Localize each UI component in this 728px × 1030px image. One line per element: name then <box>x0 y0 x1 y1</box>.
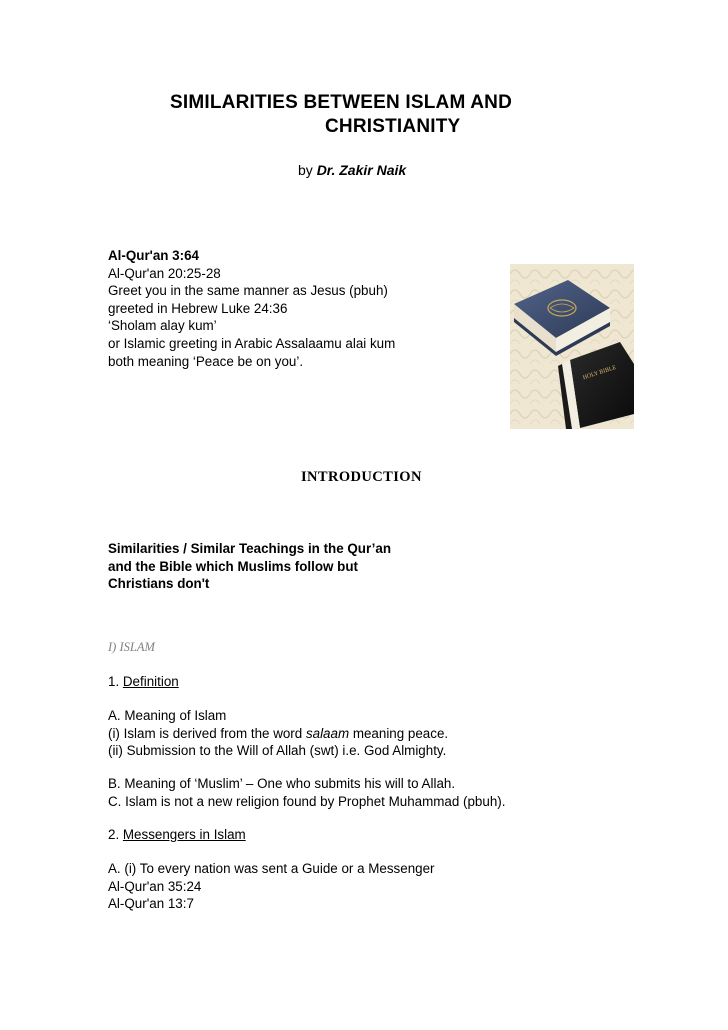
messengers-block <box>108 860 435 913</box>
definition-bc-block <box>108 775 505 810</box>
subtitle-line: Similarities / Similar Teachings in the Qur’an <box>108 541 392 556</box>
definition-a-heading: A. Meaning of Islam <box>108 708 227 723</box>
introduction-heading: INTRODUCTION <box>301 469 422 485</box>
subtitle-line: and the Bible which Muslims follow but <box>108 558 358 574</box>
opening-line: Greet you in the same manner as Jesus (pbuh) <box>108 283 388 299</box>
messengers-heading <box>108 826 246 844</box>
quran-bible-image <box>510 264 634 429</box>
bible-label: HOLY BIBLE <box>582 364 618 382</box>
author-name: Dr. Zakir Naik <box>316 162 407 178</box>
opening-ref-1: Al-Qur'an 3:64 <box>108 248 199 263</box>
definition-a-i <box>108 725 448 743</box>
opening-line: Al-Qur'an 20:25-28 <box>108 265 221 281</box>
messengers-ref-1: Al-Qur'an 35:24 <box>108 878 202 894</box>
definition-a-i-pre: (i) Islam is derived from the word <box>108 725 306 741</box>
byline <box>298 162 406 178</box>
definition-a-ii: (ii) Submission to the Will of Allah (swt) i.e. God Almighty. <box>108 743 447 759</box>
definition-a-i-post: meaning peace. <box>349 725 449 741</box>
opening-line: both meaning ‘Peace be on you’. <box>108 353 304 369</box>
messengers-number: 2. <box>108 827 123 842</box>
byline-prefix: by <box>298 162 313 178</box>
definition-label: Definition <box>122 674 179 689</box>
definition-b: B. Meaning of ‘Muslim’ – One who submits his will to Allah. <box>108 776 456 791</box>
definition-c: C. Islam is not a new religion found by Prophet Muhammad (pbuh). <box>108 793 506 809</box>
books-illustration <box>510 264 634 429</box>
definition-block <box>108 707 448 760</box>
messengers-ref-2: Al-Qur'an 13:7 <box>108 896 194 912</box>
opening-line: greeted in Hebrew Luke 24:36 <box>108 300 288 316</box>
opening-line: ‘Sholam alay kum’ <box>108 318 217 334</box>
title-line-2: CHRISTIANITY <box>325 116 461 137</box>
section-islam-heading: I) ISLAM <box>108 640 155 654</box>
definition-number: 1. <box>108 674 123 689</box>
messengers-label: Messengers in Islam <box>122 827 246 842</box>
title-line-1: SIMILARITIES BETWEEN ISLAM AND <box>170 92 513 113</box>
subtitle-line: Christians don't <box>108 576 210 592</box>
definition-heading <box>108 673 179 691</box>
subtitle-block <box>108 540 391 593</box>
definition-a-i-word: salaam <box>305 725 350 741</box>
opening-block <box>108 247 395 370</box>
messengers-a-i: A. (i) To every nation was sent a Guide or a Messenger <box>108 861 435 876</box>
opening-line: or Islamic greeting in Arabic Assalaamu alai kum <box>108 335 396 351</box>
